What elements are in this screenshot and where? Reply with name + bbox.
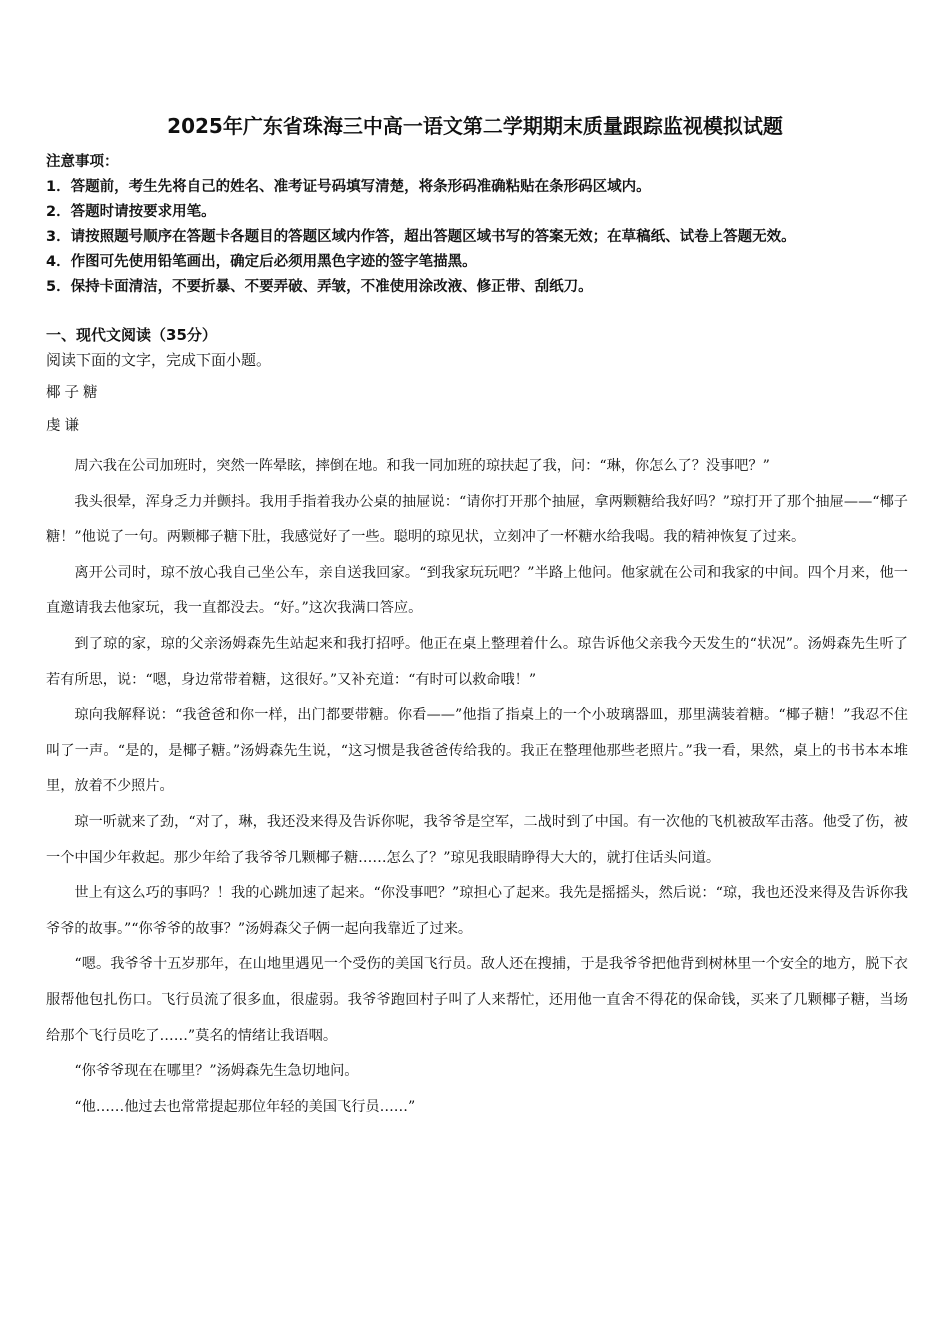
article-body [46,449,908,1125]
paragraph: 到了琼的家，琼的父亲汤姆森先生站起来和我打招呼。他正在桌上整理着什么。琼告诉他父亲我今天发生的“状况”。汤姆森先生听了若有所思，说：“嗯，身边常带着糖，这很好。”又补充道：“有时可以救命哦！” [46,635,908,688]
paragraph: 世上有这么巧的事吗？！我的心跳加速了起来。“你没事吧？”琼担心了起来。我先是摇摇头，然后说：“琼，我也还没来得及告诉你我爷爷的故事。”“你爷爷的故事？”汤姆森父子俩一起向我靠近了过来。 [46,885,908,937]
section-heading: 一、现代文阅读（35分） [46,326,217,344]
paragraph: “你爷爷现在在哪里？”汤姆森先生急切地问。 [74,1063,359,1080]
notice-item: 3．请按照题号顺序在答题卡各题目的答题区域内作答，超出答题区域书写的答案无效；在草稿纸、试卷上答题无效。 [46,229,796,245]
notice-block [46,150,916,300]
article-author: 虔谦 [46,418,83,434]
paragraph: 离开公司时，琼不放心我自己坐公车，亲自送我回家。“到我家玩玩吧？”半路上他问。他家就在公司和我家的中间。四个月来，他一直邀请我去他家玩，我一直都没去。“好。”这次我满口答应。 [46,564,908,617]
section-instruction: 阅读下面的文字，完成下面小题。 [46,351,272,369]
paragraph: 琼一听就来了劲，“对了，琳，我还没来得及告诉你呢，我爷爷是空军，二战时到了中国。有一次他的飞机被敌军击落。他受了伤，被一个中国少年救起。那少年给了我爷爷几颗椰子糖……怎么了？”琼见我眼睛睁得大大的，就打住话头问道。 [46,813,908,866]
paragraph: “嗯。我爷爷十五岁那年，在山地里遇见一个受伤的美国飞行员。敌人还在搜捕，于是我爷爷把他背到树林里一个安全的地方，脱下衣服帮他包扎伤口。飞行员流了很多血，很虚弱。我爷爷跑回村子叫了人来帮忙，还用他一直舍不得花的保命钱，买来了几颗椰子糖，当场给那个飞行员吃了……”莫名的情绪让我语咽。 [46,956,908,1044]
notice-item: 4．作图可先使用铅笔画出，确定后必须用黑色字迹的签字笔描黑。 [46,254,477,270]
paragraph: “他……他过去也常常提起那位年轻的美国飞行员……” [74,1098,416,1115]
article-title: 椰子糖 [46,385,102,401]
notice-heading: 注意事项： [46,154,119,170]
notice-item: 1．答题前，考生先将自己的姓名、准考证号码填写清楚，将条形码准确粘贴在条形码区域内。 [46,179,651,195]
paragraph: 琼向我解释说：“我爸爸和你一样，出门都要带糖。你看——”他指了指桌上的一个小玻璃器皿，那里满装着糖。“椰子糖！”我忍不住叫了一声。“是的，是椰子糖。”汤姆森先生说，“这习惯是我爸爸传给我的。我正在整理他那些老照片。”我一看，果然，桌上的书书本本堆里，放着不少照片。 [46,707,908,795]
paragraph: 周六我在公司加班时，突然一阵晕眩，摔倒在地。和我一同加班的琼扶起了我，问：“琳，你怎么了？没事吧？” [74,458,770,474]
page-title: 2025年广东省珠海三中高一语文第二学期期末质量跟踪监视模拟试题 [167,114,783,138]
paragraph: 我头很晕，浑身乏力并颤抖。我用手指着我办公桌的抽屉说：“请你打开那个抽屉，拿两颗糖给我好吗？”琼打开了那个抽屉——“椰子糖！”他说了一句。两颗椰子糖下肚，我感觉好了一些。聪明的琼见状，立刻冲了一杯糖水给我喝。我的精神恢复了过来。 [46,493,908,546]
notice-item: 2．答题时请按要求用笔。 [46,204,216,220]
notice-item: 5．保持卡面清洁，不要折暴、不要弄破、弄皱，不准使用涂改液、修正带、刮纸刀。 [46,279,593,295]
